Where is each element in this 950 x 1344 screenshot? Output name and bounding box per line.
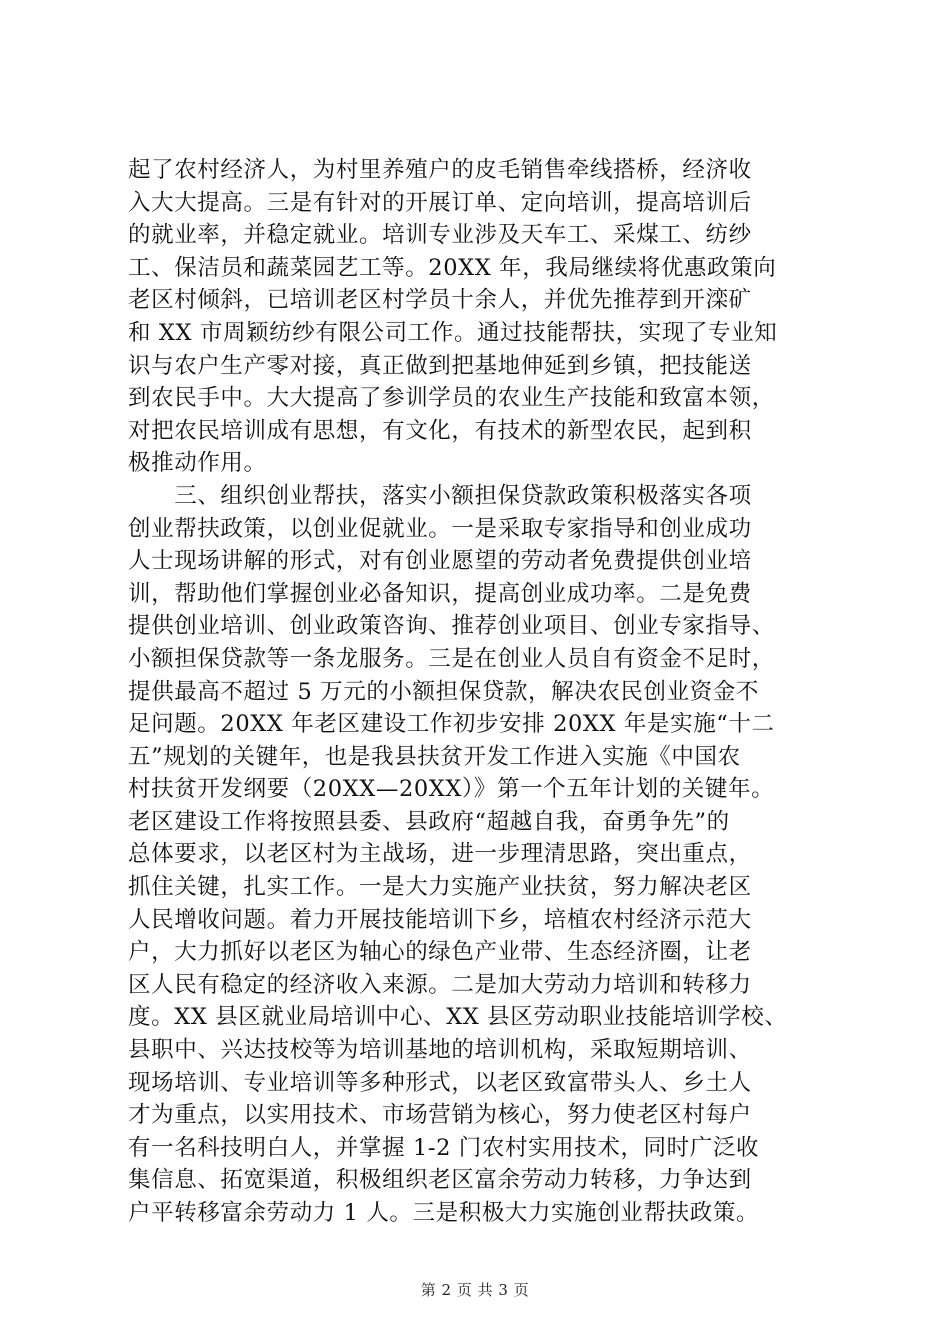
text-line: 提供最高不超过 5 万元的小额担保贷款，解决农民创业资金不 [128, 678, 760, 705]
text-line: 极推动作用。 [128, 450, 267, 477]
text-line: 小额担保贷款等一条龙服务。三是在创业人员自有资金不足时， [128, 645, 775, 672]
text-line: 有一名科技明白人，并掌握 1-2 门农村实用技术，同时广泛收 [128, 1134, 760, 1161]
text-line: 工、保洁员和蔬菜园艺工等。20XX 年，我局继续将优惠政策向 [128, 254, 777, 281]
text-line: 的就业率，并稳定就业。培训专业涉及天车工、采煤工、纺纱 [128, 222, 752, 249]
text-line: 总体要求，以老区村为主战场，进一步理清思路，突出重点， [128, 841, 752, 868]
text-line: 人士现场讲解的形式，对有创业愿望的劳动者免费提供创业培 [128, 548, 752, 575]
text-line: 集信息、拓宽渠道，积极组织老区富余劳动力转移，力争达到 [128, 1167, 752, 1194]
text-line: 区人民有稳定的经济收入来源。二是加大劳动力培训和转移力 [128, 971, 752, 998]
text-line: 才为重点，以实用技术、市场营销为核心，努力使老区村每户 [128, 1102, 752, 1129]
text-line: 人民增收问题。着力开展技能培训下乡，培植农村经济示范大 [128, 906, 752, 933]
page-footer: 第 2 页 共 3 页 [420, 1281, 530, 1299]
text-line: 五”规划的关键年，也是我县扶贫开发工作进入实施《中国农 [128, 743, 741, 770]
text-line: 现场培训、专业培训等多种形式，以老区致富带头人、乡土人 [128, 1069, 752, 1096]
text-line: 老区建设工作将按照县委、县政府“超越自我，奋勇争先”的 [128, 808, 730, 835]
text-line: 抓住关键，扎实工作。一是大力实施产业扶贫，努力解决老区 [128, 874, 752, 901]
text-line: 创业帮扶政策，以创业促就业。一是采取专家指导和创业成功 [128, 515, 752, 542]
text-line: 足问题。20XX 年老区建设工作初步安排 20XX 年是实施“十二 [128, 711, 775, 738]
text-line: 提供创业培训、创业政策咨询、推荐创业项目、创业专家指导、 [128, 613, 775, 640]
text-line: 到农民手中。大大提高了参训学员的农业生产技能和致富本领， [128, 385, 775, 412]
text-line: 度。XX 县区就业局培训中心、XX 县区劳动职业技能培训学校、 [128, 1004, 788, 1031]
text-line: 识与农户生产零对接，真正做到把基地伸延到乡镇，把技能送 [128, 352, 752, 379]
text-line: 和 XX 市周颖纺纱有限公司工作。通过技能帮扶，实现了专业知 [128, 319, 778, 346]
text-line: 入大大提高。三是有针对的开展订单、定向培训，提高培训后 [128, 189, 752, 216]
text-line: 起了农村经济人，为村里养殖户的皮毛销售牵线搭桥，经济收 [128, 157, 752, 183]
text-line: 户平转移富余劳动力 1 人。三是积极大力实施创业帮扶政策。 [128, 1200, 760, 1226]
text-line: 老区村倾斜，已培训老区村学员十余人，并优先推荐到开滦矿 [128, 287, 752, 314]
document-body [128, 154, 828, 1230]
text-line: 对把农民培训成有思想，有文化，有技术的新型农民，起到积 [128, 417, 752, 444]
text-line: 村扶贫开发纲要（20XX—20XX）》第一个五年计划的关键年。 [128, 776, 775, 803]
text-line: 县职中、兴达技校等为培训基地的培训机构，采取短期培训、 [128, 1037, 752, 1064]
text-line: 训，帮助他们掌握创业必备知识，提高创业成功率。二是免费 [128, 580, 752, 607]
text-line: 三、组织创业帮扶，落实小额担保贷款政策积极落实各项 [128, 482, 752, 509]
text-line: 户，大力抓好以老区为轴心的绿色产业带、生态经济圈，让老 [128, 939, 752, 966]
